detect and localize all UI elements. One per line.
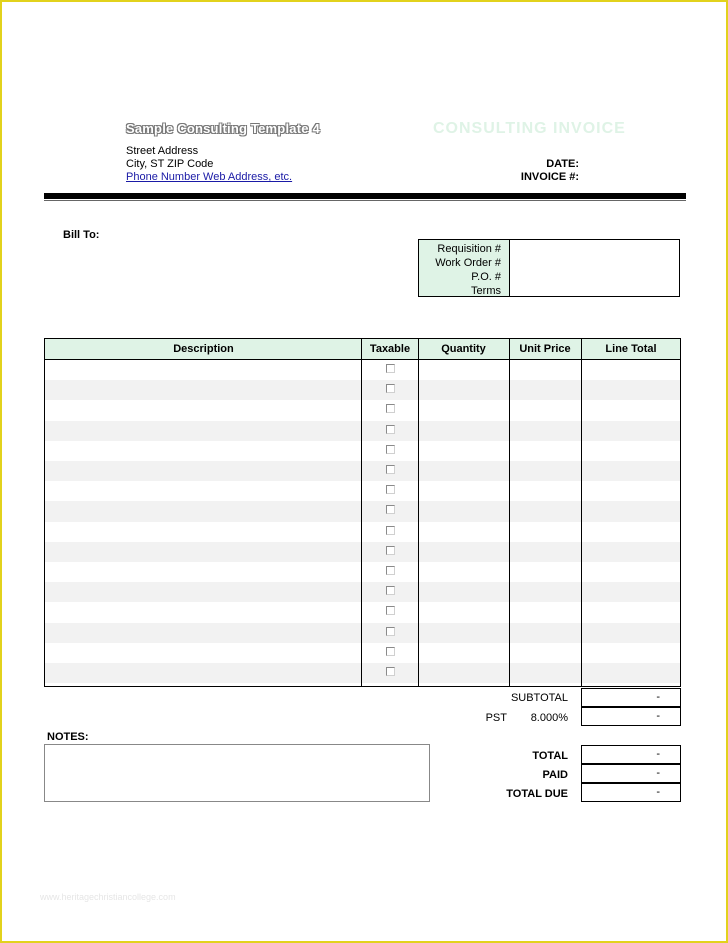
taxable-checkbox[interactable] xyxy=(386,445,395,454)
table-row[interactable] xyxy=(45,400,680,420)
taxable-checkbox[interactable] xyxy=(386,485,395,494)
paid-value[interactable]: - xyxy=(581,764,681,783)
table-row[interactable] xyxy=(45,421,680,441)
bill-to-label: Bill To: xyxy=(63,229,100,241)
table-row[interactable] xyxy=(45,522,680,542)
table-header xyxy=(45,339,680,360)
header-divider xyxy=(44,193,686,199)
tax-value[interactable]: - xyxy=(581,707,681,726)
table-row[interactable] xyxy=(45,481,680,501)
contact-link[interactable]: Phone Number Web Address, etc. xyxy=(126,171,293,183)
table-row[interactable] xyxy=(45,360,680,380)
table-row[interactable] xyxy=(45,542,680,562)
column-line-total: Line Total xyxy=(605,343,657,355)
table-row[interactable] xyxy=(45,441,680,461)
column-divider xyxy=(418,339,419,686)
total-value[interactable]: - xyxy=(581,745,681,764)
requisition-label: Requisition # xyxy=(437,243,501,255)
column-divider xyxy=(361,339,362,686)
terms-label: Terms xyxy=(471,285,501,297)
subtotal-value[interactable]: - xyxy=(581,688,681,707)
table-row[interactable] xyxy=(45,663,680,683)
table-row[interactable] xyxy=(45,582,680,602)
taxable-checkbox[interactable] xyxy=(386,384,395,393)
po-label: P.O. # xyxy=(471,271,501,283)
taxable-checkbox[interactable] xyxy=(386,647,395,656)
taxable-checkbox[interactable] xyxy=(386,505,395,514)
column-unit-price: Unit Price xyxy=(519,343,571,355)
taxable-checkbox[interactable] xyxy=(386,667,395,676)
taxable-checkbox[interactable] xyxy=(386,546,395,555)
table-row[interactable] xyxy=(45,461,680,481)
date-label: DATE: xyxy=(546,158,579,170)
line-items-table xyxy=(44,338,681,687)
subtotal-label: SUBTOTAL xyxy=(510,692,568,704)
table-row[interactable] xyxy=(45,602,680,622)
column-taxable: Taxable xyxy=(369,343,411,355)
taxable-checkbox[interactable] xyxy=(386,465,395,474)
table-row[interactable] xyxy=(45,380,680,400)
taxable-checkbox[interactable] xyxy=(386,364,395,373)
column-divider xyxy=(581,339,582,686)
watermark: www.heritagechristiancollege.com xyxy=(40,892,176,902)
taxable-checkbox[interactable] xyxy=(386,566,395,575)
work-order-label: Work Order # xyxy=(435,257,501,269)
column-description: Description xyxy=(173,343,234,355)
notes-field[interactable] xyxy=(44,744,430,802)
tax-rate[interactable]: 8.000% xyxy=(530,712,568,724)
street-address: Street Address xyxy=(126,145,199,157)
tax-label: PST xyxy=(485,712,507,724)
reference-box xyxy=(418,239,680,297)
taxable-checkbox[interactable] xyxy=(386,404,395,413)
header-divider-thin xyxy=(44,200,686,201)
taxable-checkbox[interactable] xyxy=(386,627,395,636)
city-state-zip: City, ST ZIP Code xyxy=(126,158,214,170)
total-label: TOTAL xyxy=(532,750,568,762)
taxable-checkbox[interactable] xyxy=(386,586,395,595)
invoice-number-label: INVOICE #: xyxy=(520,171,579,183)
notes-label: NOTES: xyxy=(47,731,89,743)
taxable-checkbox[interactable] xyxy=(386,606,395,615)
table-row[interactable] xyxy=(45,623,680,643)
taxable-checkbox[interactable] xyxy=(386,425,395,434)
company-name: Sample Consulting Template 4 xyxy=(126,121,320,136)
table-row[interactable] xyxy=(45,562,680,582)
document-title: CONSULTING INVOICE xyxy=(433,120,626,137)
total-due-value[interactable]: - xyxy=(581,783,681,802)
reference-labels xyxy=(419,240,510,296)
column-divider xyxy=(509,339,510,686)
table-row[interactable] xyxy=(45,643,680,663)
column-quantity: Quantity xyxy=(441,343,486,355)
table-row[interactable] xyxy=(45,501,680,521)
total-due-label: TOTAL DUE xyxy=(506,788,568,800)
taxable-checkbox[interactable] xyxy=(386,526,395,535)
paid-label: PAID xyxy=(542,769,568,781)
